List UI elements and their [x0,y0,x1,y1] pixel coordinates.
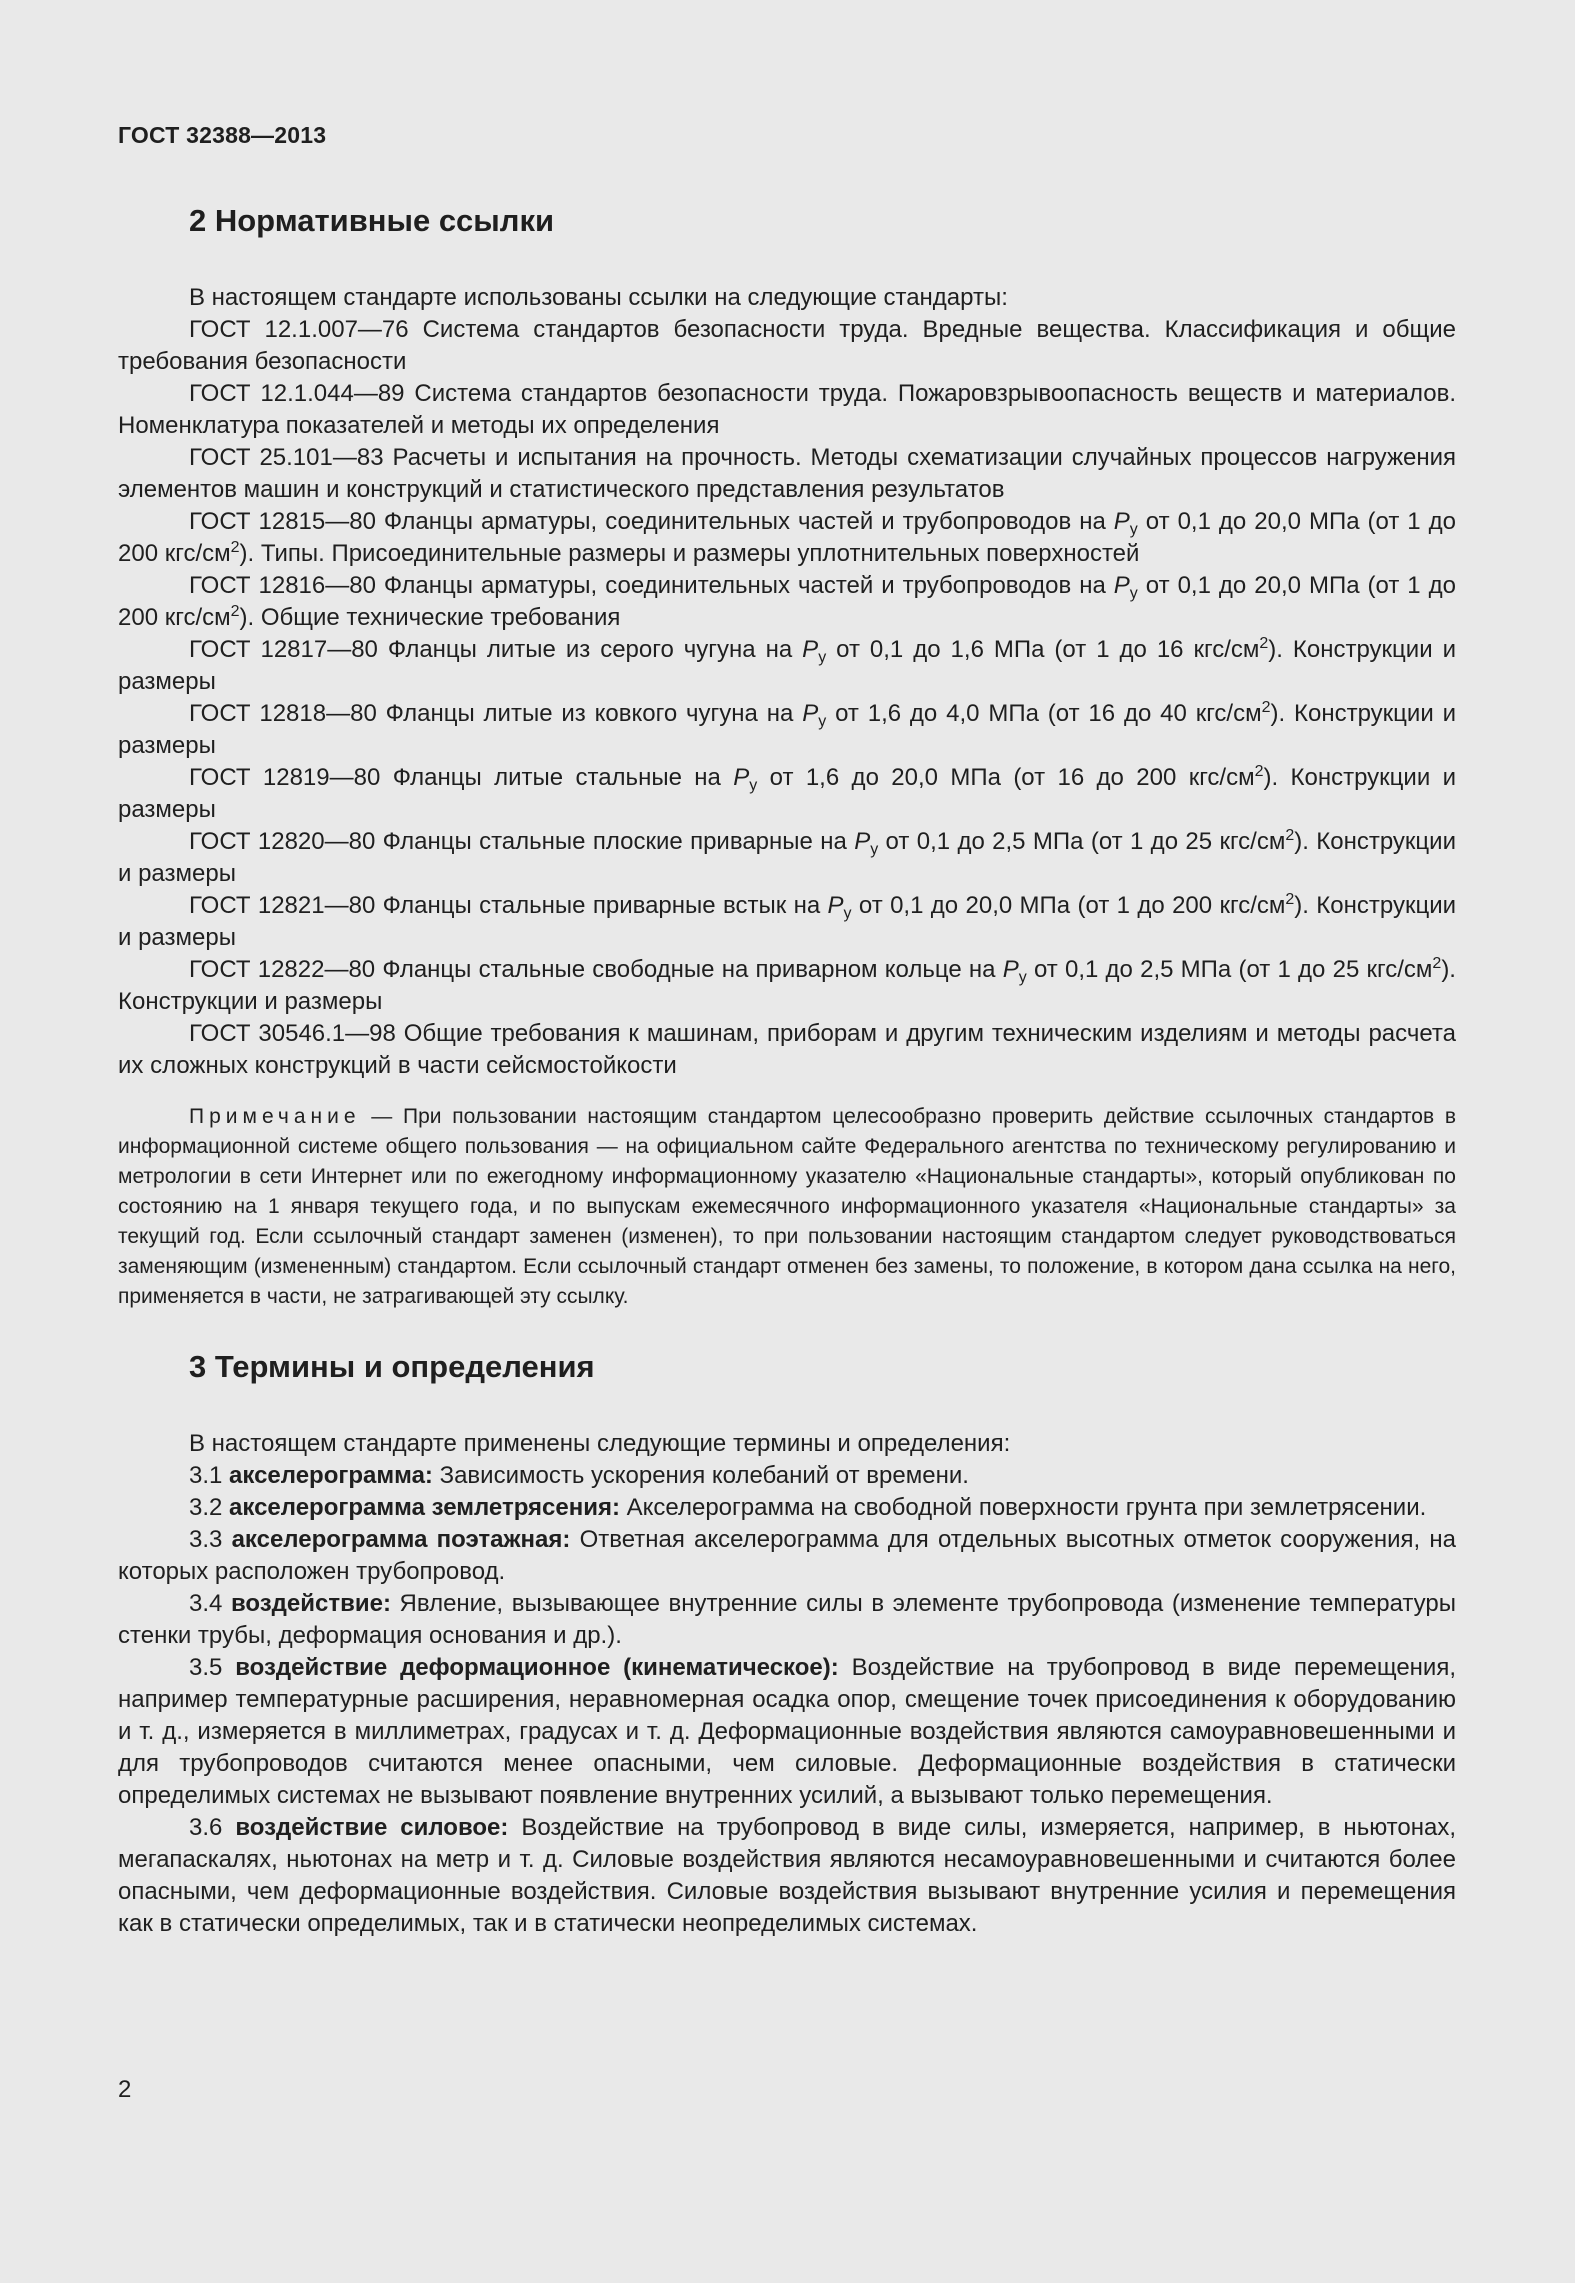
section-3-heading: 3 Термины и определения [189,1349,595,1384]
term-definition [118,1524,1456,1588]
reference-code: ГОСТ 30546.1—98 [189,1020,396,1047]
reference-title: от 1,6 до 20,0 МПа (от 16 до 200 кгс/см [757,764,1255,791]
reference-title: Общие требования к машинам, приборам и другим техническим изделиям и методы расчета их сложных конструкций в части сейсмостойкости [118,1020,1456,1079]
term-text: Зависимость ускорения колебаний от времени. [432,1462,969,1489]
reference-title: Фланцы стальные плоские приварные на [375,828,855,855]
note-label: Примечание [189,1105,361,1128]
section-3-body [118,1428,1456,1940]
term-number: 3.6 [189,1814,236,1841]
pressure-symbol: P [1113,572,1130,599]
term-text: Воздействие на трубопровод в виде перемещения, например температурные расширения, неравномерная осадка опор, смещение точек присоединения к оборудованию и т. д., измеряется в миллиметрах, градусах и т. д. Деформационные воздействия являются самоуравновешенными и для трубопроводов считаются менее опасными, чем силовые. Деформационные воздействия в статически определимых системах не вызывают появление внутренних усилий, а вызывают только перемещения. [118,1654,1456,1809]
section-3-intro: В настоящем стандарте применены следующие термины и определения: [189,1430,1011,1457]
term-name: акселерограмма поэтажная: [231,1526,571,1553]
note-paragraph [118,1102,1456,1312]
term-definition [118,1652,1456,1812]
note-text: — При пользовании настоящим стандартом целесообразно проверить действие ссылочных стандартов в информационной системе общего пользования — на официальном сайте Федерального агентства по техническому регулированию и метрологии в сети Интернет или по ежегодному информационному указателю «Национальные стандарты», который опубликован по состоянию на 1 января текущего года, и по выпускам ежемесячного информационного указателя «Национальные стандарты» за текущий год. Если ссылочный стандарт заменен (изменен), то при пользовании настоящим стандартом следует руководствоваться заменяющим (измененным) стандартом. Если ссылочный стандарт отменен без замены, то положение, в котором дана ссылка на него, применяется в части, не затрагивающей эту ссылку. [118,1105,1456,1308]
pressure-subscript: у [818,649,827,666]
reference-item [118,442,1456,506]
term-name: воздействие: [230,1590,391,1617]
reference-title: от 0,1 до 2,5 МПа (от 1 до 25 кгс/см [878,828,1286,855]
term-number: 3.1 [189,1462,230,1489]
reference-item [118,698,1456,762]
reference-item [118,634,1456,698]
reference-title: ). Конструкции и размеры [118,764,1457,823]
reference-title: от 0,1 до 20,0 МПа (от 1 до 200 кгс/см [118,572,1456,631]
reference-title: ). Конструкции и размеры [118,892,1457,951]
reference-code: ГОСТ 12822—80 [189,956,376,983]
reference-title: Система стандартов безопасности труда. Вредные вещества. Классификация и общие требования безопасности [118,316,1456,375]
term-definition [118,1588,1456,1652]
reference-item [118,826,1456,890]
term-text: Явление, вызывающее внутренние силы в элементе трубопровода (изменение температуры стенки трубы, деформация основания и др.). [118,1590,1456,1649]
reference-title: ). Конструкции и размеры [118,828,1456,887]
pressure-subscript: у [749,777,758,794]
reference-item [118,570,1456,634]
reference-title: Фланцы литые из серого чугуна на [377,636,803,663]
reference-item [118,1018,1456,1082]
document-code-header: ГОСТ 32388—2013 [118,122,327,148]
reference-title: Система стандартов безопасности труда. Пожаровзрывоопасность веществ и материалов. Номенклатура показателей и методы их определения [118,380,1456,439]
page-content [118,188,1456,1940]
reference-code: ГОСТ 12818—80 [189,700,377,727]
term-definition [118,1812,1456,1940]
reference-title: Фланцы литые из ковкого чугуна на [376,700,803,727]
pressure-symbol: P [802,636,819,663]
reference-code: ГОСТ 12.1.007—76 [189,316,409,343]
pressure-symbol: P [854,828,871,855]
reference-item [118,506,1456,570]
reference-title: ). Конструкции и размеры [118,956,1456,1015]
term-text: Воздействие на трубопровод в виде силы, измеряется, например, в ньютонах, мегапаскалях, ньютонах на метр и т. д. Силовые воздействия являются несамоуравновешенными и считаются более опасными, чем деформационные воздействия. Силовые воздействия вызывают внутренние усилия и перемещения как в статически определимых, так и в статически неопределимых системах. [118,1814,1457,1937]
term-name: акселерограмма землетрясения: [229,1494,620,1521]
term-number: 3.4 [189,1590,231,1617]
unit-superscript: 2 [1254,763,1264,780]
reference-item [118,314,1456,378]
reference-title: Фланцы арматуры, соединительных частей и трубопроводов на [375,572,1114,599]
reference-title: от 1,6 до 4,0 МПа (от 16 до 40 кгс/см [826,700,1262,727]
page-number: 2 [118,2076,132,2103]
reference-item [118,890,1456,954]
unit-superscript: 2 [1261,699,1271,716]
reference-title: от 0,1 до 1,6 МПа (от 1 до 16 кгс/см [826,636,1260,663]
pressure-subscript: у [818,713,827,730]
reference-code: ГОСТ 25.101—83 [189,444,384,471]
reference-code: ГОСТ 12815—80 [189,508,376,535]
reference-title: от 0,1 до 20,0 МПа (от 1 до 200 кгс/см [851,892,1286,919]
term-text: Ответная акселерограмма для отдельных высотных отметок сооружения, на которых расположен трубопровод. [118,1526,1456,1585]
term-definition [118,1460,1456,1492]
term-name: воздействие деформационное (кинематическое): [235,1654,839,1681]
unit-superscript: 2 [230,603,240,620]
reference-title: ). Типы. Присоединительные размеры и размеры уплотнительных поверхностей [239,540,1140,567]
reference-code: ГОСТ 12.1.044—89 [189,380,405,407]
reference-item [118,954,1456,1018]
unit-superscript: 2 [1432,955,1442,972]
section-2-body [118,282,1456,1312]
pressure-subscript: у [1129,521,1138,538]
pressure-subscript: у [1129,585,1138,602]
pressure-subscript: у [870,841,879,858]
term-name: воздействие силовое: [235,1814,509,1841]
reference-title: от 0,1 до 2,5 МПа (от 1 до 25 кгс/см [1026,956,1433,983]
term-number: 3.3 [189,1526,232,1553]
term-definition [118,1492,1456,1524]
unit-superscript: 2 [1285,891,1295,908]
pressure-subscript: у [843,905,852,922]
reference-title: Фланцы арматуры, соединительных частей и трубопроводов на [375,508,1114,535]
reference-code: ГОСТ 12821—80 [189,892,376,919]
reference-code: ГОСТ 12820—80 [189,828,376,855]
reference-item [118,378,1456,442]
pressure-symbol: P [733,764,750,791]
reference-title: от 0,1 до 20,0 МПа (от 1 до 200 кгс/см [118,508,1456,567]
reference-title: Расчеты и испытания на прочность. Методы схематизации случайных процессов нагружения элементов машин и конструкций и статистического представления результатов [118,444,1457,503]
section-2-heading: 2 Нормативные ссылки [189,203,555,238]
reference-title: ). Конструкции и размеры [118,700,1456,759]
unit-superscript: 2 [1259,635,1269,652]
term-number: 3.2 [189,1494,230,1521]
reference-code: ГОСТ 12816—80 [189,572,376,599]
reference-item [118,762,1456,826]
pressure-symbol: P [1113,508,1130,535]
section-2-intro: В настоящем стандарте использованы ссылки на следующие стандарты: [189,284,1008,311]
reference-title: ). Конструкции и размеры [118,636,1456,695]
term-name: акселерограмма: [229,1462,433,1489]
pressure-symbol: P [827,892,844,919]
reference-title: Фланцы литые стальные на [380,764,734,791]
unit-superscript: 2 [1285,827,1295,844]
unit-superscript: 2 [230,539,240,556]
reference-code: ГОСТ 12817—80 [189,636,378,663]
term-number: 3.5 [189,1654,236,1681]
reference-code: ГОСТ 12819—80 [189,764,381,791]
pressure-subscript: у [1018,969,1027,986]
pressure-symbol: P [802,700,819,727]
reference-title: ). Общие технические требования [239,604,621,631]
term-text: Акселерограмма на свободной поверхности грунта при землетрясении. [619,1494,1427,1521]
reference-title: Фланцы стальные свободные на приварном кольце на [375,956,1003,983]
pressure-symbol: P [1002,956,1019,983]
reference-title: Фланцы стальные приварные встык на [375,892,828,919]
